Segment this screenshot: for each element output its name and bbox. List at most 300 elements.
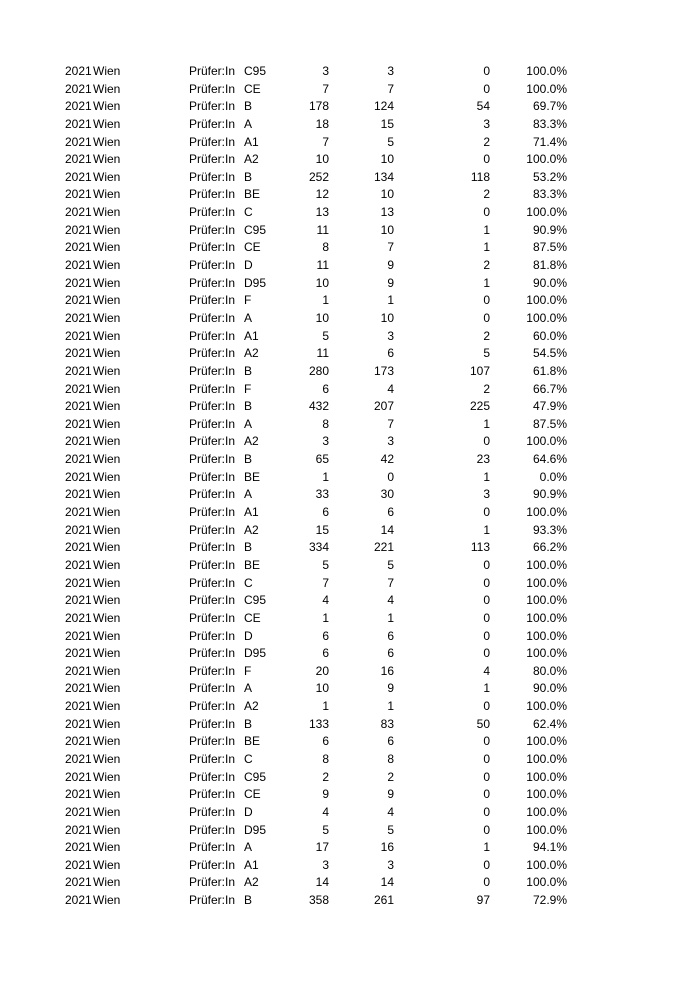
failed-count-cell: 2 [483,381,490,396]
role-cell: Prüfer:In [189,875,236,890]
total-count-cell: 12 [315,187,329,202]
year-cell: 2021 [65,399,92,414]
failed-count-cell: 0 [483,205,490,220]
role-cell: Prüfer:In [189,81,236,96]
table-row [0,186,700,204]
pass-rate-cell: 47.9% [532,399,567,414]
pass-rate-cell: 100.0% [526,152,567,167]
total-count-cell: 1 [322,469,329,484]
city-cell: Wien [93,205,121,220]
total-count-cell: 7 [322,575,329,590]
table-row [0,804,700,822]
table-row [0,169,700,187]
failed-count-cell: 1 [483,681,490,696]
year-cell: 2021 [65,787,92,802]
license-class-cell: C95 [244,222,267,237]
total-count-cell: 9 [322,787,329,802]
role-cell: Prüfer:In [189,452,236,467]
city-cell: Wien [93,116,121,131]
table-row [0,504,700,522]
table-row [0,663,700,681]
passed-count-cell: 10 [380,310,394,325]
table-row [0,486,700,504]
role-cell: Prüfer:In [189,205,236,220]
pass-rate-cell: 100.0% [526,610,567,625]
total-count-cell: 6 [322,646,329,661]
passed-count-cell: 13 [380,205,394,220]
table-row [0,328,700,346]
year-cell: 2021 [65,134,92,149]
failed-count-cell: 0 [483,804,490,819]
failed-count-cell: 0 [483,310,490,325]
total-count-cell: 18 [315,116,329,131]
role-cell: Prüfer:In [189,787,236,802]
table-row [0,134,700,152]
failed-count-cell: 0 [483,557,490,572]
year-cell: 2021 [65,240,92,255]
failed-count-cell: 5 [483,346,490,361]
passed-count-cell: 3 [387,328,394,343]
failed-count-cell: 1 [483,840,490,855]
city-cell: Wien [93,275,121,290]
passed-count-cell: 6 [387,734,394,749]
license-class-cell: F [244,293,252,308]
license-class-cell: CE [244,81,261,96]
pass-rate-cell: 71.4% [532,134,567,149]
passed-count-cell: 8 [387,751,394,766]
failed-count-cell: 0 [483,769,490,784]
role-cell: Prüfer:In [189,169,236,184]
failed-count-cell: 50 [476,716,490,731]
role-cell: Prüfer:In [189,416,236,431]
failed-count-cell: 107 [469,363,490,378]
role-cell: Prüfer:In [189,328,236,343]
total-count-cell: 5 [322,822,329,837]
total-count-cell: 7 [322,134,329,149]
year-cell: 2021 [65,310,92,325]
license-class-cell: CE [244,240,261,255]
pass-rate-cell: 100.0% [526,804,567,819]
pass-rate-cell: 61.8% [532,363,567,378]
role-cell: Prüfer:In [189,681,236,696]
passed-count-cell: 4 [387,381,394,396]
license-class-cell: F [244,381,252,396]
table-row [0,822,700,840]
role-cell: Prüfer:In [189,116,236,131]
city-cell: Wien [93,893,121,908]
year-cell: 2021 [65,734,92,749]
license-class-cell: C [244,205,253,220]
role-cell: Prüfer:In [189,751,236,766]
passed-count-cell: 2 [387,769,394,784]
total-count-cell: 5 [322,328,329,343]
table-row [0,63,700,81]
failed-count-cell: 118 [470,169,490,184]
failed-count-cell: 0 [483,293,490,308]
passed-count-cell: 30 [380,487,394,502]
passed-count-cell: 134 [373,169,394,184]
license-class-cell: A2 [244,875,259,890]
pass-rate-cell: 100.0% [526,434,567,449]
failed-count-cell: 1 [483,469,490,484]
role-cell: Prüfer:In [189,557,236,572]
table-row [0,398,700,416]
pass-rate-cell: 94.1% [532,840,567,855]
city-cell: Wien [93,258,121,273]
license-class-cell: C [244,751,253,766]
license-class-cell: B [244,893,253,908]
role-cell: Prüfer:In [189,64,236,78]
license-class-cell: A1 [244,857,259,872]
total-count-cell: 4 [322,593,329,608]
passed-count-cell: 261 [373,893,394,908]
table-row [0,416,700,434]
total-count-cell: 2 [322,769,329,784]
year-cell: 2021 [65,699,92,714]
role-cell: Prüfer:In [189,857,236,872]
license-class-cell: D [244,804,253,819]
failed-count-cell: 0 [483,787,490,802]
table-row [0,557,700,575]
total-count-cell: 14 [315,875,329,890]
total-count-cell: 6 [322,628,329,643]
role-cell: Prüfer:In [189,487,236,502]
license-class-cell: C95 [244,593,267,608]
total-count-cell: 20 [315,663,329,678]
failed-count-cell: 0 [483,822,490,837]
failed-count-cell: 1 [483,275,490,290]
license-class-cell: A [244,487,253,502]
failed-count-cell: 0 [483,628,490,643]
role-cell: Prüfer:In [189,363,236,378]
failed-count-cell: 1 [483,522,490,537]
year-cell: 2021 [65,628,92,643]
failed-count-cell: 0 [483,575,490,590]
role-cell: Prüfer:In [189,381,236,396]
role-cell: Prüfer:In [189,310,236,325]
year-cell: 2021 [65,540,92,555]
table-row [0,857,700,875]
year-cell: 2021 [65,769,92,784]
failed-count-cell: 0 [483,81,490,96]
passed-count-cell: 1 [387,610,394,625]
passed-count-cell: 9 [387,275,394,290]
total-count-cell: 10 [315,310,329,325]
city-cell: Wien [93,328,121,343]
city-cell: Wien [93,99,121,114]
passed-count-cell: 1 [387,293,394,308]
pass-rate-cell: 90.9% [532,487,567,502]
year-cell: 2021 [65,381,92,396]
city-cell: Wien [93,434,121,449]
pass-rate-cell: 100.0% [526,293,567,308]
license-class-cell: C95 [244,769,267,784]
year-cell: 2021 [65,187,92,202]
year-cell: 2021 [65,81,92,96]
license-class-cell: A1 [244,505,259,520]
passed-count-cell: 10 [380,152,394,167]
city-cell: Wien [93,222,121,237]
table-row [0,433,700,451]
total-count-cell: 3 [322,857,329,872]
table-row [0,610,700,628]
license-class-cell: A2 [244,434,259,449]
failed-count-cell: 2 [483,134,490,149]
total-count-cell: 8 [322,751,329,766]
table-row [0,239,700,257]
license-class-cell: A2 [244,522,259,537]
passed-count-cell: 6 [387,505,394,520]
pass-rate-cell: 100.0% [526,593,567,608]
passed-count-cell: 9 [387,787,394,802]
city-cell: Wien [93,310,121,325]
passed-count-cell: 14 [380,522,394,537]
city-cell: Wien [93,452,121,467]
table-row [0,81,700,99]
city-cell: Wien [93,240,121,255]
total-count-cell: 358 [308,893,329,908]
role-cell: Prüfer:In [189,187,236,202]
failed-count-cell: 0 [483,64,490,78]
role-cell: Prüfer:In [189,99,236,114]
failed-count-cell: 3 [483,487,490,502]
year-cell: 2021 [65,258,92,273]
year-cell: 2021 [65,434,92,449]
city-cell: Wien [93,840,121,855]
passed-count-cell: 83 [380,716,394,731]
year-cell: 2021 [65,751,92,766]
city-cell: Wien [93,134,121,149]
failed-count-cell: 1 [483,222,490,237]
role-cell: Prüfer:In [189,575,236,590]
pass-rate-cell: 72.9% [532,893,567,908]
city-cell: Wien [93,610,121,625]
pass-rate-cell: 100.0% [526,557,567,572]
total-count-cell: 11 [316,222,329,237]
city-cell: Wien [93,593,121,608]
pass-rate-cell: 90.9% [532,222,567,237]
table-row [0,204,700,222]
total-count-cell: 10 [315,275,329,290]
pass-rate-cell: 83.3% [532,187,567,202]
failed-count-cell: 54 [476,99,490,114]
failed-count-cell: 0 [483,699,490,714]
role-cell: Prüfer:In [189,804,236,819]
passed-count-cell: 1 [387,699,394,714]
passed-count-cell: 15 [380,116,394,131]
year-cell: 2021 [65,505,92,520]
role-cell: Prüfer:In [189,769,236,784]
table-row [0,874,700,892]
table-row [0,680,700,698]
city-cell: Wien [93,152,121,167]
total-count-cell: 17 [315,840,329,855]
total-count-cell: 5 [322,557,329,572]
failed-count-cell: 0 [483,875,490,890]
failed-count-cell: 225 [469,399,490,414]
table-row [0,469,700,487]
role-cell: Prüfer:In [189,734,236,749]
year-cell: 2021 [65,804,92,819]
total-count-cell: 178 [308,99,329,114]
failed-count-cell: 0 [483,734,490,749]
license-class-cell: CE [244,610,261,625]
total-count-cell: 133 [308,716,329,731]
role-cell: Prüfer:In [189,716,236,731]
failed-count-cell: 0 [483,434,490,449]
pass-rate-cell: 66.2% [532,540,567,555]
passed-count-cell: 9 [387,681,394,696]
passed-count-cell: 124 [373,99,394,114]
passed-count-cell: 16 [380,663,394,678]
table-row [0,892,700,910]
role-cell: Prüfer:In [189,434,236,449]
failed-count-cell: 0 [483,505,490,520]
role-cell: Prüfer:In [189,663,236,678]
total-count-cell: 1 [322,699,329,714]
role-cell: Prüfer:In [189,822,236,837]
passed-count-cell: 5 [387,822,394,837]
city-cell: Wien [93,804,121,819]
failed-count-cell: 0 [483,751,490,766]
table-row [0,539,700,557]
passed-count-cell: 6 [387,646,394,661]
license-class-cell: D95 [244,822,267,837]
license-class-cell: BE [244,734,261,749]
total-count-cell: 6 [322,381,329,396]
table-row [0,345,700,363]
failed-count-cell: 23 [476,452,490,467]
pass-rate-cell: 100.0% [526,505,567,520]
pass-rate-cell: 100.0% [526,751,567,766]
passed-count-cell: 7 [387,81,394,96]
license-class-cell: BE [244,469,261,484]
total-count-cell: 8 [322,240,329,255]
role-cell: Prüfer:In [189,646,236,661]
year-cell: 2021 [65,293,92,308]
city-cell: Wien [93,293,121,308]
license-class-cell: C [244,575,253,590]
city-cell: Wien [93,399,121,414]
failed-count-cell: 0 [483,152,490,167]
failed-count-cell: 0 [483,857,490,872]
year-cell: 2021 [65,875,92,890]
failed-count-cell: 0 [483,646,490,661]
city-cell: Wien [93,346,121,361]
city-cell: Wien [93,769,121,784]
role-cell: Prüfer:In [189,610,236,625]
passed-count-cell: 3 [387,434,394,449]
year-cell: 2021 [65,275,92,290]
total-count-cell: 65 [315,452,329,467]
year-cell: 2021 [65,469,92,484]
license-class-cell: B [244,169,253,184]
total-count-cell: 10 [315,152,329,167]
year-cell: 2021 [65,169,92,184]
city-cell: Wien [93,557,121,572]
year-cell: 2021 [65,681,92,696]
pass-rate-cell: 90.0% [532,275,567,290]
city-cell: Wien [93,363,121,378]
failed-count-cell: 0 [483,610,490,625]
city-cell: Wien [93,787,121,802]
passed-count-cell: 7 [387,416,394,431]
year-cell: 2021 [65,346,92,361]
total-count-cell: 11 [316,258,329,273]
year-cell: 2021 [65,452,92,467]
license-class-cell: A [244,116,253,131]
pass-rate-cell: 66.7% [532,381,567,396]
passed-count-cell: 0 [387,469,394,484]
total-count-cell: 3 [322,64,329,78]
table-row [0,257,700,275]
year-cell: 2021 [65,116,92,131]
role-cell: Prüfer:In [189,399,236,414]
table-row [0,839,700,857]
pass-rate-cell: 64.6% [532,452,567,467]
failed-count-cell: 113 [470,540,490,555]
year-cell: 2021 [65,893,92,908]
role-cell: Prüfer:In [189,699,236,714]
table-row [0,98,700,116]
failed-count-cell: 1 [483,416,490,431]
failed-count-cell: 2 [483,187,490,202]
city-cell: Wien [93,575,121,590]
table-row [0,363,700,381]
pass-rate-cell: 60.0% [532,328,567,343]
license-class-cell: B [244,399,253,414]
pass-rate-cell: 69.7% [532,99,567,114]
year-cell: 2021 [65,593,92,608]
table-row [0,769,700,787]
year-cell: 2021 [65,152,92,167]
license-class-cell: A1 [244,328,259,343]
city-cell: Wien [93,381,121,396]
pass-rate-cell: 87.5% [532,416,567,431]
passed-count-cell: 4 [387,593,394,608]
table-row [0,451,700,469]
total-count-cell: 33 [315,487,329,502]
pass-rate-cell: 93.3% [532,522,567,537]
license-class-cell: F [244,663,252,678]
role-cell: Prüfer:In [189,258,236,273]
failed-count-cell: 2 [483,258,490,273]
failed-count-cell: 0 [483,593,490,608]
failed-count-cell: 2 [483,328,490,343]
passed-count-cell: 7 [387,240,394,255]
total-count-cell: 10 [315,681,329,696]
table-row [0,786,700,804]
year-cell: 2021 [65,822,92,837]
year-cell: 2021 [65,663,92,678]
passed-count-cell: 6 [387,628,394,643]
role-cell: Prüfer:In [189,275,236,290]
city-cell: Wien [93,681,121,696]
role-cell: Prüfer:In [189,134,236,149]
role-cell: Prüfer:In [189,840,236,855]
year-cell: 2021 [65,557,92,572]
table-row [0,222,700,240]
role-cell: Prüfer:In [189,505,236,520]
passed-count-cell: 207 [373,399,394,414]
license-class-cell: B [244,540,253,555]
table-row [0,575,700,593]
pass-rate-cell: 53.2% [532,169,567,184]
total-count-cell: 334 [308,540,329,555]
role-cell: Prüfer:In [189,469,236,484]
passed-count-cell: 16 [380,840,394,855]
total-count-cell: 252 [308,169,329,184]
